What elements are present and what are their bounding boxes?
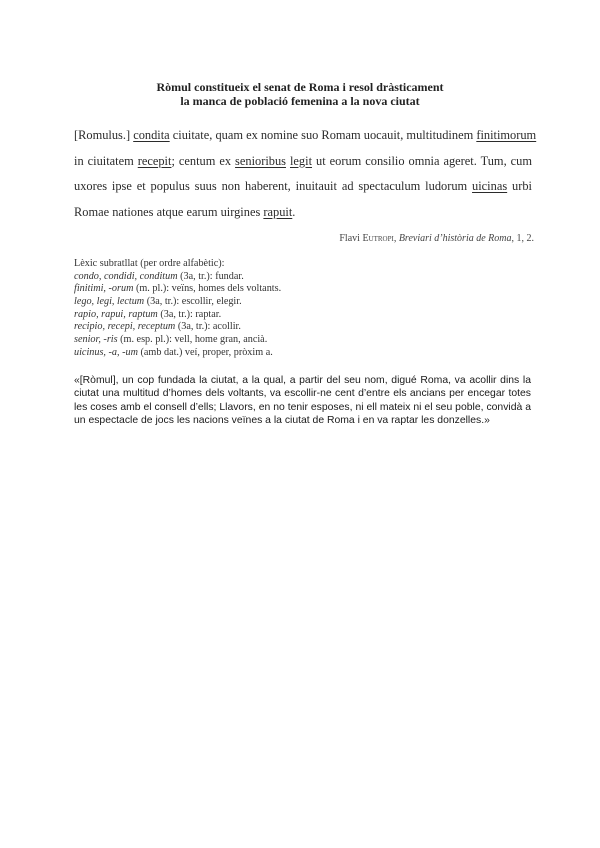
vocabulary-entry	[74, 296, 534, 309]
underlined-word: condita	[133, 128, 170, 142]
latin-text: ut eorum consilio omnia ageret. Tum, cum	[312, 153, 532, 168]
vocabulary-definition: (3a, tr.): acollir.	[175, 321, 241, 333]
latin-text: .	[292, 204, 296, 219]
underlined-word: uicinas	[472, 179, 508, 193]
latin-line	[74, 174, 532, 200]
vocabulary-entry	[74, 321, 534, 334]
source-reference: , 1, 2.	[511, 233, 534, 244]
latin-text: urbi	[507, 179, 532, 193]
vocabulary-definition: (3a, tr.): fundar.	[177, 270, 244, 282]
vocabulary-headword: lego, legi, lectum	[74, 296, 145, 308]
translation-paragraph: «[Ròmul], un cop fundada la ciutat, a la qual, a partir del seu nom, digué Roma, va acollir dins la ciutat una multitud d’homes dels voltants, va escollir-ne cent d’entre els ancians per encegar totes les coses amb el consell d’ells; Llavors, en no tenir esposes, ni ell mateix ni el seu poble, convidà a un espectacle de jocs les nacions veïnes a la ciutat de Roma i en va raptar les donzelles.»	[74, 375, 531, 427]
vocabulary-list	[74, 258, 534, 360]
underlined-word: legit	[289, 153, 313, 168]
latin-text: Romae nationes atque earum uirgines	[74, 204, 264, 219]
vocabulary-entry	[74, 309, 534, 322]
underlined-word: senioribus	[235, 153, 286, 168]
underlined-word: rapuit	[263, 204, 293, 219]
title-line-1: Ròmul constitueix el senat de Roma i resol dràsticament	[156, 80, 444, 94]
vocabulary-heading: Lèxic subratllat (per ordre alfabètic):	[74, 258, 225, 269]
vocabulary-headword: condo, condidi, conditum	[74, 270, 178, 282]
latin-text: [Romulus.]	[74, 128, 134, 142]
latin-passage	[74, 123, 537, 225]
source-author-first: Flavi	[339, 233, 363, 244]
source-work: Breviari d’història de Roma	[398, 233, 512, 244]
vocabulary-definition: (3a, tr.): raptar.	[157, 308, 222, 320]
vocabulary-entry	[74, 283, 534, 296]
vocabulary-headword: uicinus, -a, -um	[74, 346, 138, 358]
vocabulary-definition: (m. pl.): veïns, homes dels voltants.	[133, 283, 282, 295]
underlined-word: finitimorum	[476, 128, 537, 142]
vocabulary-items	[74, 271, 534, 360]
latin-text: ; centum ex	[171, 153, 236, 168]
vocabulary-entry	[74, 347, 534, 360]
vocabulary-headword: recipio, recepi, receptum	[74, 321, 176, 333]
vocabulary-definition: (3a, tr.): escollir, elegir.	[144, 296, 242, 308]
vocabulary-entry	[74, 271, 534, 284]
title-line-2: la manca de població femenina a la nova ciutat	[180, 94, 420, 108]
vocabulary-headword: finitimi, -orum	[74, 283, 134, 295]
source-citation	[339, 233, 534, 244]
vocabulary-definition: (amb dat.) veí, proper, pròxim a.	[137, 346, 273, 358]
source-separator: ,	[393, 233, 399, 244]
document-title	[60, 80, 540, 108]
vocabulary-definition: (m. esp. pl.): vell, home gran, ancià.	[117, 334, 268, 346]
vocabulary-headword: senior, -ris	[74, 334, 118, 346]
latin-text: in ciuitatem	[74, 153, 138, 168]
latin-line	[74, 200, 532, 226]
latin-line	[74, 123, 537, 149]
latin-line	[74, 149, 532, 175]
vocabulary-entry	[74, 334, 534, 347]
latin-text: ciuitate, quam ex nomine suo Romam uocauit, multitudinem	[169, 128, 477, 142]
source-author-last: Eutropi	[362, 233, 394, 244]
vocabulary-headword: rapio, rapui, raptum	[74, 308, 158, 320]
underlined-word: recepit	[137, 153, 172, 168]
latin-text: uxores ipse et populus suus non haberent, inuitauit ad spectaculum ludorum	[74, 179, 473, 193]
